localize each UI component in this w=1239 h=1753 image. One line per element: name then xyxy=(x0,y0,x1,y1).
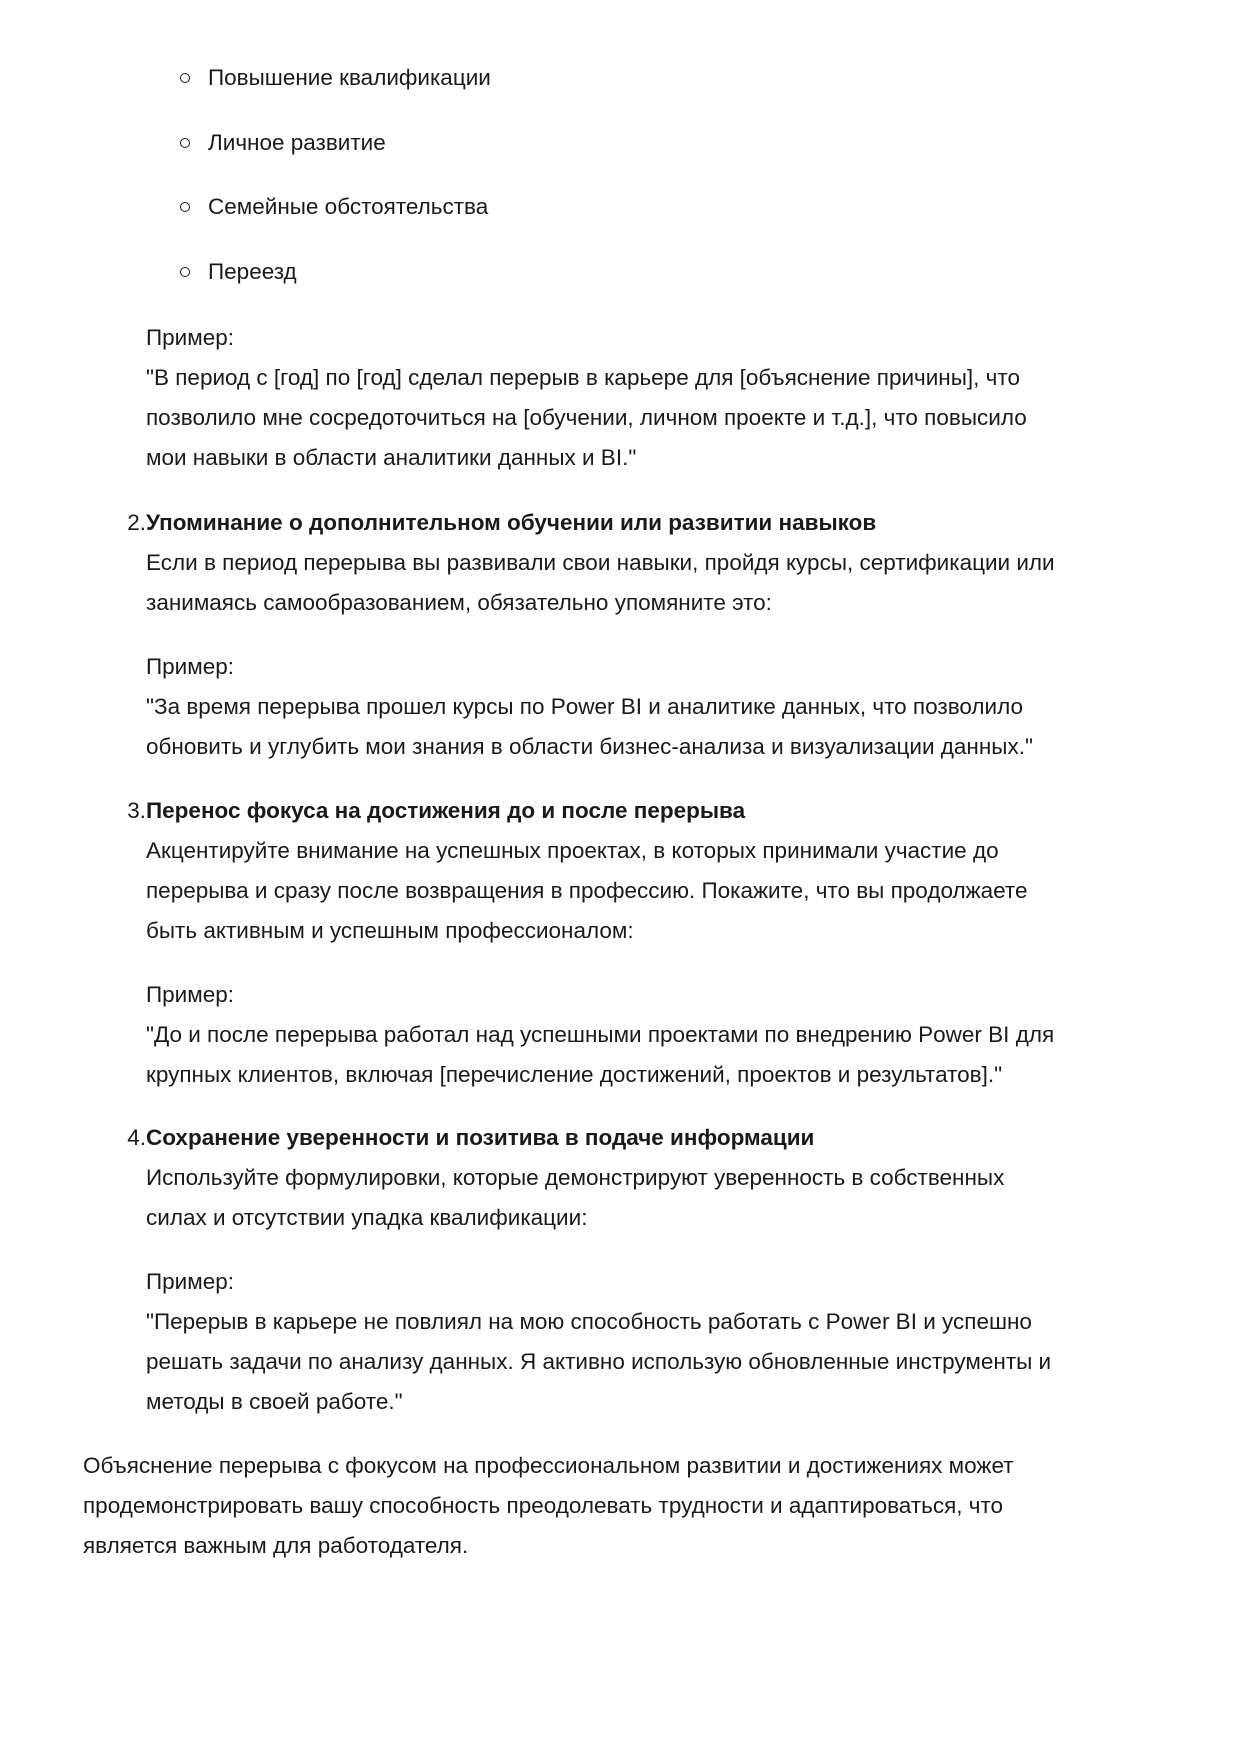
example-line: обновить и углубить мои знания в области бизнес-анализа и визуализации данных." xyxy=(146,734,1033,759)
example-label: Пример: xyxy=(146,982,235,1007)
example-line: решать задачи по анализу данных. Я активно использую обновленные инструменты и xyxy=(146,1349,1052,1374)
item-body-line: быть активным и успешным профессионалом: xyxy=(146,918,634,943)
numbered-item-3 xyxy=(146,791,1146,1095)
example-line: "Перерыв в карьере не повлиял на мою способность работать с Power BI и успешно xyxy=(146,1309,1032,1334)
example-label: Пример: xyxy=(146,654,235,679)
item-number: 2. xyxy=(127,510,146,535)
example-line: позволило мне сосредоточиться на [обучении, личном проекте и т.д.], что повысило xyxy=(146,405,1027,430)
hollow-circle-bullet-icon xyxy=(180,138,190,148)
hollow-circle-bullet-icon xyxy=(180,267,190,277)
list-item: Повышение квалификации xyxy=(180,58,491,98)
item-title: Сохранение уверенности и позитива в подаче информации xyxy=(146,1125,815,1150)
example-label: Пример: xyxy=(146,1269,235,1294)
example-line: "До и после перерыва работал над успешными проектами по внедрению Power BI для xyxy=(146,1022,1055,1047)
example-line: методы в своей работе." xyxy=(146,1389,403,1414)
list-item: Личное развитие xyxy=(180,123,491,163)
example-line: мои навыки в области аналитики данных и BI." xyxy=(146,445,637,470)
item-body-line: Акцентируйте внимание на успешных проектах, в которых принимали участие до xyxy=(146,838,999,863)
reasons-sub-list xyxy=(180,58,491,316)
hollow-circle-bullet-icon xyxy=(180,73,190,83)
example-line: крупных клиентов, включая [перечисление достижений, проектов и результатов]." xyxy=(146,1062,1003,1087)
item-body-line: силах и отсутствии упадка квалификации: xyxy=(146,1205,588,1230)
example-label: Пример: xyxy=(146,325,235,350)
conclusion-line: Объяснение перерыва с фокусом на профессиональном развитии и достижениях может xyxy=(83,1453,1014,1478)
item-body-line: Если в период перерыва вы развивали свои навыки, пройдя курсы, сертификации или xyxy=(146,550,1055,575)
numbered-item-2 xyxy=(146,503,1146,767)
item-body-line: занимаясь самообразованием, обязательно упомяните это: xyxy=(146,590,772,615)
item-number: 4. xyxy=(127,1125,146,1150)
item1-example xyxy=(146,318,1146,478)
conclusion-line: является важным для работодателя. xyxy=(83,1533,469,1558)
list-item: Семейные обстоятельства xyxy=(180,187,491,227)
example-line: "В период с [год] по [год] сделал перерыв в карьере для [объяснение причины], что xyxy=(146,365,1020,390)
list-item: Переезд xyxy=(180,252,491,292)
conclusion-paragraph xyxy=(83,1446,1153,1566)
item-body-line: перерыва и сразу после возвращения в профессию. Покажите, что вы продолжаете xyxy=(146,878,1028,903)
example-line: "За время перерыва прошел курсы по Power BI и аналитике данных, что позволило xyxy=(146,694,1024,719)
hollow-circle-bullet-icon xyxy=(180,202,190,212)
conclusion-line: продемонстрировать вашу способность преодолевать трудности и адаптироваться, что xyxy=(83,1493,1004,1518)
item-number: 3. xyxy=(127,798,146,823)
item-title: Перенос фокуса на достижения до и после перерыва xyxy=(146,798,746,823)
numbered-item-4 xyxy=(146,1118,1146,1422)
item-title: Упоминание о дополнительном обучении или развитии навыков xyxy=(146,510,877,535)
item-body-line: Используйте формулировки, которые демонстрируют уверенность в собственных xyxy=(146,1165,1005,1190)
